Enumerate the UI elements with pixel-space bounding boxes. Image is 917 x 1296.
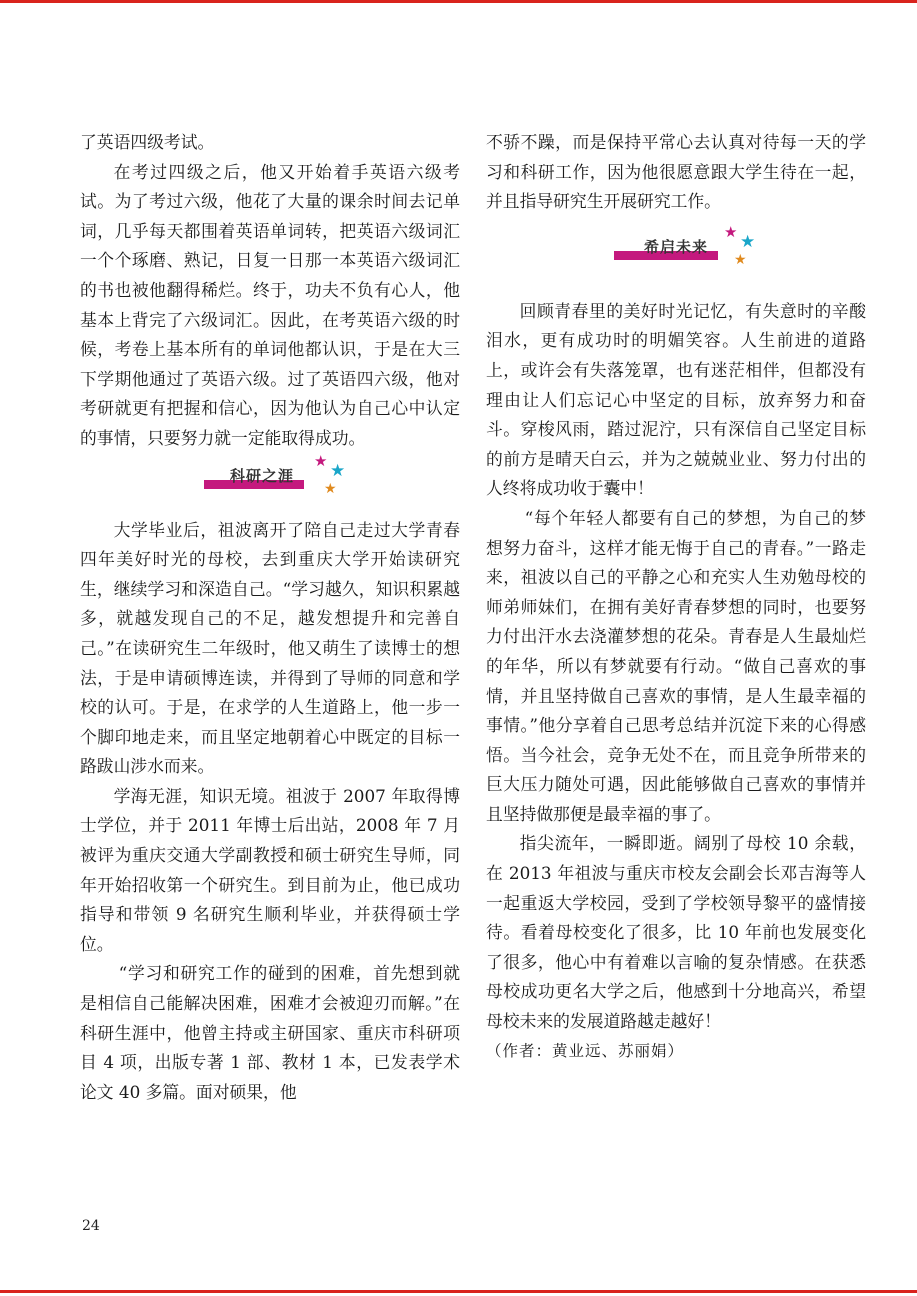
left-column bbox=[80, 128, 460, 1107]
star-icon: ★ bbox=[330, 460, 346, 481]
paragraph: 指尖流年，一瞬即逝。阔别了母校 10 余载，在 2013 年祖波与重庆市校友会副会长邓吉海等人一起重返大学校园，受到了学校领导黎平的盛情接待。看着母校变化了很多，比 10 年前也发展变化了很多，他心中有着难以言喻的复杂情感。在获悉母校成功更名大学之后，他感到十分地高兴，希望母校未来的发展道路越走越好！ bbox=[486, 833, 866, 1032]
section-heading-future bbox=[486, 217, 866, 297]
author-credit: （作者：黄业远、苏丽娟） bbox=[486, 1041, 685, 1060]
paragraph: “学习和研究工作的碰到的困难，首先想到就是相信自己能解决困难，困难才会被迎刃而解。”在科研生涯中，他曾主持或主研国家、重庆市科研项目 4 项，出版专著 1 部、教材 1 本，已发表学术论文 40 多篇。面对硕果，他 bbox=[80, 963, 460, 1102]
paragraph: 不骄不躁，而是保持平常心去认真对待每一天的学习和科研工作，因为他很愿意跟大学生待在一起，并且指导研究生开展研究工作。 bbox=[486, 132, 866, 212]
paragraph: 回顾青春里的美好时光记忆，有失意时的辛酸泪水，更有成功时的明媚笑容。人生前进的道路上，或许会有失落笼罩，也有迷茫相伴，但都没有理由让人们忘记心中坚定的目标，放弃努力和奋斗。穿梭风雨，踏过泥泞，只有深信自己坚定目标的前方是晴天白云，并为之兢兢业业、努力付出的人终将成功收于囊中！ bbox=[486, 300, 866, 499]
star-icon: ★ bbox=[314, 451, 328, 470]
bottom-border-line bbox=[0, 1290, 917, 1293]
paragraph: 大学毕业后，祖波离开了陪自己走过大学青春四年美好时光的母校，去到重庆大学开始读研究生，继续学习和深造自己。“学习越久，知识积累越多，就越发现自己的不足，越发想提升和完善自己。”在读研究生二年级时，他又萌生了读博士的想法，于是申请硕博连读，并得到了导师的同意和学校的认可。于是，在求学的人生道路上，他一步一个脚印地走来，而且坚定地朝着心中既定的目标一路跋山涉水而来。 bbox=[80, 519, 460, 777]
star-icon: ★ bbox=[724, 222, 738, 241]
paragraph: 了英语四级考试。 bbox=[80, 132, 215, 152]
section-heading-research bbox=[80, 451, 460, 516]
star-icon: ★ bbox=[734, 251, 747, 268]
star-icon: ★ bbox=[324, 480, 337, 497]
heading-title: 希启未来 bbox=[644, 237, 709, 256]
star-icon: ★ bbox=[740, 231, 756, 252]
paragraph: 在考过四级之后，他又开始着手英语六级考试。为了考过六级，他花了大量的课余时间去记单词，几乎每天都围着英语单词转，把英语六级词汇一个个琢磨、熟记，日复一日那一本英语六级词汇的书也被他翻得稀烂。终于，功夫不负有心人，他基本上背完了六级词汇。因此，在考英语六级的时候，考卷上基本所有的单词他都认识，于是在大三下学期他通过了英语六级。过了英语四六级，他对考研就更有把握和信心，因为他认为自己心中认定的事情，只要努力就一定能取得成功。 bbox=[80, 161, 460, 448]
page-number: 24 bbox=[82, 1218, 100, 1234]
paragraph: 学海无涯，知识无境。祖波于 2007 年取得博士学位，并于 2011 年博士后出站，2008 年 7 月被评为重庆交通大学副教授和硕士研究生导师，同年开始招收第一个研究生。到目前为止，他已成功指导和带领 9 名研究生顺利毕业，并获得硕士学位。 bbox=[80, 785, 460, 954]
top-border-line bbox=[0, 0, 917, 3]
heading-title: 科研之涯 bbox=[230, 466, 295, 485]
paragraph: “每个年轻人都要有自己的梦想，为自己的梦想努力奋斗，这样才能无悔于自己的青春。”一路走来，祖波以自己的平静之心和充实人生劝勉母校的师弟师妹们，在拥有美好青春梦想的同时，也要努力付出汗水去浇灌梦想的花朵。青春是人生最灿烂的年华，所以有梦就要有行动。“做自己喜欢的事情，并且坚持做自己喜欢的事情，是人生最幸福的事情。”他分享着自己思考总结并沉淀下来的心得感悟。当今社会，竞争无处不在，而且竞争所带来的巨大压力随处可遇，因此能够做自己喜欢的事情并且坚持做那便是最幸福的事了。 bbox=[486, 507, 866, 824]
right-column bbox=[486, 128, 866, 1066]
